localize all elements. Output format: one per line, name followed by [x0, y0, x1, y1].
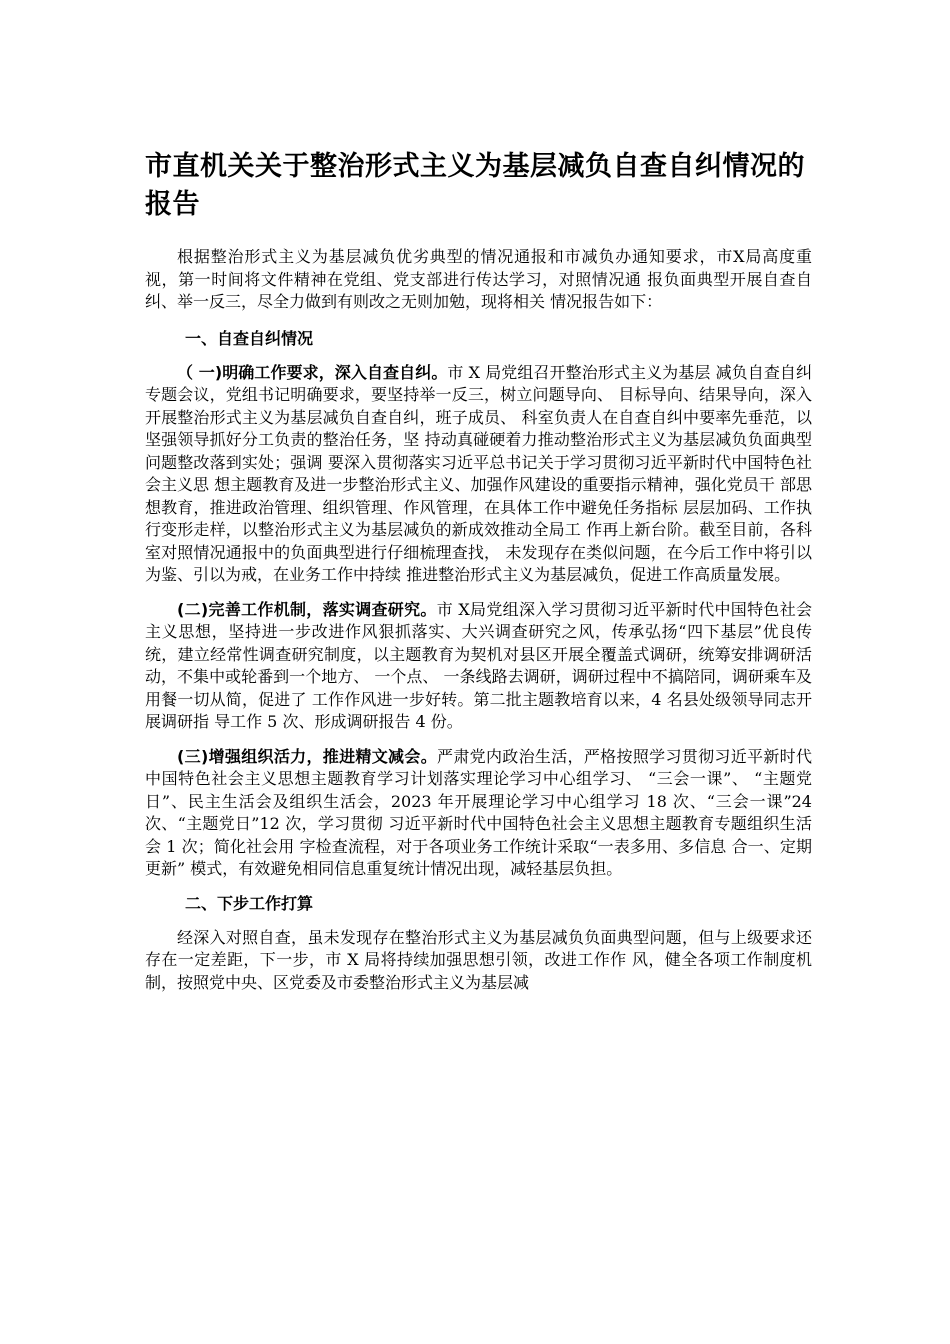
subsection-3-body: 严肃党内政治生活，严格按照学习贯彻习近平新时代中国特色社会主义思想主题教育学习计划落实理论学习中心组学习、 “三会一课”、 “主题党日”、民主生活会及组织生活会，2023 年开展理论学习中心组学习 18 次、“三会一课”24 次、“主题党日”12 次，学习贯彻 习近平新时代中国特色社会主义思想主题教育专题组织生活会 1 次；简化社会用 字检查流程，对于各项业务工作统计采取“一表多用、多信息 合一、定期更新” 模式，有效避免相同信息重复统计情况出现，减轻基层负担。: [145, 746, 812, 878]
document-title: 市直机关关于整治形式主义为基层减负自查自纠情况的报告: [145, 151, 805, 220]
subsection-3-paragraph: [145, 746, 812, 881]
subsection-2-paragraph: [145, 599, 812, 734]
subsection-1-body: 市 X 局党组召开整治形式主义为基层 减负自查自纠专题会议，党组书记明确要求，要坚持举一反三，树立问题导向、 目标导向、结果导向，深入开展整治形式主义为基层减负自查自纠，班子成员、 科室负责人在自查自纠中要率先垂范，以坚强领导抓好分工负责的整治任务，坚 持动真碰硬着力推动整治形式主义为基层减负负面典型问题整改落到实处；强调 要深入贯彻落实习近平总书记关于学习贯彻习近平新时代中国特色社会主义思 想主题教育及进一步整治形式主义、加强作风建设的重要指示精神，强化党员干 部思想教育，推进政治管理、组织管理、作风管理，在具体工作中避免任务指标 层层加码、工作执行变形走样，以整治形式主义为基层减负的新成效推动全局工 作再上新台阶。截至目前，各科室对照情况通报中的负面典型进行仔细梳理查找， 未发现存在类似问题，在今后工作中将引以为鉴、引以为戒，在业务工作中持续 推进整治形式主义为基层减负，促进工作高质量发展。: [145, 362, 812, 584]
subsection-2-body: 市 X局党组深入学习贯彻习近平新时代中国特色社会主义思想，坚持进一步改进作风狠抓落实、大兴调查研究之风，传承弘扬“四下基层”优良传统，建立经常性调查研究制度，以主题教育为契机对县区开展全覆盖式调研，统筹安排调研活动，不集中或轮番到一个地方、 一个点、 一条线路去调研，调研过程中不搞陪同，调研乘车及用餐一切从简，促进了 工作作风进一步好转。第二批主题教培育以来，4 名县处级领导同志开展调研指 导工作 5 次、形成调研报告 4 份。: [145, 599, 812, 731]
subsection-1-paragraph: [145, 362, 812, 587]
subsection-2-lead: (二)完善工作机制，落实调查研究。: [177, 599, 437, 619]
subsection-3-lead: (三)增强组织活力，推进精文减会。: [177, 746, 438, 766]
section-heading-next-steps: 二、下步工作打算: [185, 893, 314, 913]
intro-paragraph: 根据整治形式主义为基层减负优劣典型的情况通报和市减负办通知要求，市X局高度重视，第一时间将文件精神在党组、党支部进行传达学习，对照情况通 报负面典型开展自查自纠、举一反三，尽全力做到有则改之无则加勉，现将相关 情况报告如下：: [145, 247, 812, 311]
section-heading-self-inspection: 一、自查自纠情况: [185, 328, 314, 348]
closing-paragraph: 经深入对照自查，虽未发现存在整治形式主义为基层减负负面典型问题，但与上级要求还存在一定差距，下一步，市 X 局将持续加强思想引领，改进工作作 风，健全各项工作制度机制，按照党中央、区党委及市委整治形式主义为基层减: [145, 927, 812, 992]
document-page: [145, 148, 812, 994]
subsection-1-lead: （ 一)明确工作要求，深入自查自纠。: [177, 362, 448, 382]
